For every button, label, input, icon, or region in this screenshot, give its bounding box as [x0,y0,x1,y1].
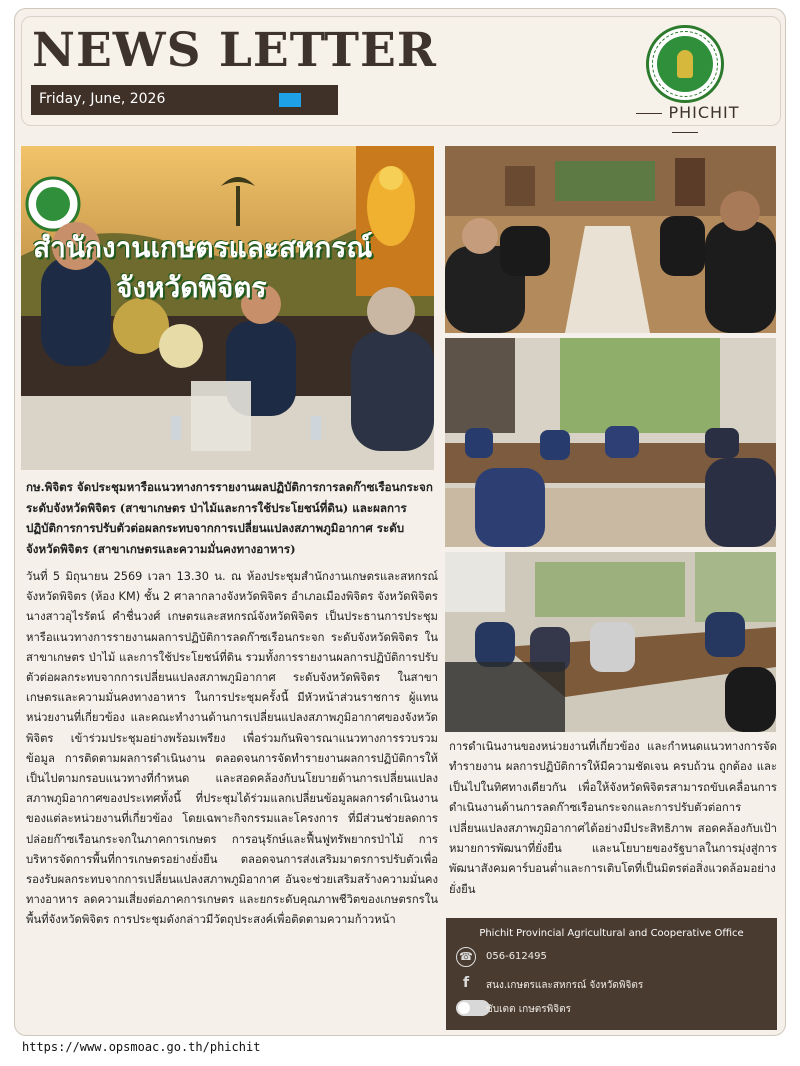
newsletter-header [21,16,781,126]
hero-banner-line1: สำนักงานเกษตรและสหกรณ์ [33,231,373,264]
article-headline: กษ.พิจิตร จัดประชุมหารือแนวทางการรายงานผลปฏิบัติการการลดก๊าซเรือนกระจก ระดับจังหวัดพิจิตร (สาขาเกษตร ป่าไม้และการใช้ประโยชน์ที่ดิน) และผลการปฏิบัติการการปรับตัวต่อผลกระทบจากการเปลี่ยนแปลงสภาพภูมิอากาศ ระดับจังหวัดพิจิตร (สาขาเกษตรและความมั่นคงทางอาหาร) [26,480,433,556]
contact-phone: 056-612495 [486,951,547,962]
location-label: PHICHIT [620,103,750,141]
footer-url[interactable]: https://www.opsmoac.go.th/phichit [22,1040,261,1054]
newsletter-title: NEWS LETTER [32,23,437,78]
issue-date: Friday, June, 2026 [39,91,166,107]
hero-photo [21,146,434,470]
meeting-photo-3 [445,552,776,732]
contact-office-name: Phichit Provincial Agricultural and Cooperative Office [479,928,744,939]
meeting-photo-2-illustration [445,338,776,547]
meeting-photo-1 [445,146,776,333]
meeting-photo-3-illustration [445,552,776,732]
seal-figure-icon [677,50,693,78]
meeting-photo-2 [445,338,776,547]
meeting-photo-1-illustration [445,146,776,333]
accent-square [279,93,301,107]
contact-line[interactable]: ซับเตต เกษตรพิจิตร [486,1004,571,1015]
line-toggle-icon [456,1000,490,1016]
contact-box [446,918,777,1030]
phone-icon: ☎ [456,947,476,967]
article-body-left: วันที่ 5 มิถุนายน 2569 เวลา 13.30 น. ณ ห้องประชุมสำนักงานเกษตรและสหกรณ์จังหวัดพิจิตร (ห้อง KM) ชั้น 2 ศาลากลางจังหวัดพิจิตร อำเภอเมืองพิจิตร จังหวัดพิจิตร นางสาวอุไรรัตน์ คำชื่นวงศ์ เกษตรและสหกรณ์จังหวัดพิจิตร เป็นประธานการประชุมหารือแนวทางการรายงานผลการปฏิบัติการลดก๊าซเรือนกระจก ระดับจังหวัดพิจิตร ในสาขาเกษตร ป่าไม้ และการใช้ประโยชน์ที่ดิน รวมทั้งการรายงานผลการปฏิบัติการปรับตัวต่อผลกระทบจากการเปลี่ยนแปลงสภาพภูมิอากาศ ระดับจังหวัดพิจิตร ในสาขาเกษตรและความมั่นคงทางอาหาร ในการประชุมครั้งนี้ มีหัวหน้าส่วนราชการ ผู้แทนหน่วยงานที่เกี่ยวข้อง และคณะทำงานด้านการเปลี่ยนแปลงสภาพภูมิอากาศของจังหวัดพิจิตร เข้าร่วมประชุมอย่างพร้อมเพรียง เพื่อร่วมกันพิจารณาแนวทางการรวบรวมข้อมูล การติดตามผลการดำเนินงาน ตลอดจนการจัดทำรายงานผลการปฏิบัติการให้เป็นไปตามกรอบแนวทางที่กำหนด และสอดคล้องกับนโยบายด้านการเปลี่ยนแปลงสภาพภูมิอากาศของประเทศทั้งนี้ ที่ประชุมได้ร่วมแลกเปลี่ยนข้อมูลผลการดำเนินงานของแต่ละหน่วยงานที่เกี่ยวข้อง โดยเฉพาะกิจกรรมและโครงการ ที่มีส่วนช่วยลดการปล่อยก๊าซเรือนกระจกในภาคการเกษตร การอนุรักษ์และฟื้นฟูทรัพยากรป่าไม้ การบริหารจัดการพื้นที่การเกษตรอย่างยั่งยืน ตลอดจนการส่งเสริมมาตรการปรับตัวเพื่อรองรับผลกระทบจากการเปลี่ยนแปลงสภาพภูมิอากาศ อันจะช่วยเสริมสร้างความมั่นคงทางอาหาร ลดความเสี่ยงต่อภาคการเกษตร และยกระดับคุณภาพชีวิตของเกษตรกรในพื้นที่จังหวัดพิจิตร การประชุมดังกล่าวมีวัตถุประสงค์เพื่อติดตามความก้าวหน้า [26,570,438,927]
seal-center [657,36,713,92]
date-bar [31,85,338,115]
article-body-right: การดำเนินงานของหน่วยงานที่เกี่ยวข้อง และกำหนดแนวทางการจัดทำรายงาน ผลการปฏิบัติการให้มีความชัดเจน ครบถ้วน ถูกต้อง และเป็นไปในทิศทางเดียวกัน เพื่อให้จังหวัดพิจิตรสามารถขับเคลื่อนการดำเนินงานด้านการลดก๊าซเรือนกระจกและการปรับตัวต่อการเปลี่ยนแปลงสภาพภูมิอากาศได้อย่างมีประสิทธิภาพ สอดคล้องกับเป้าหมายการพัฒนาที่ยั่งยืน และนโยบายของรัฐบาลในการมุ่งสู่การพัฒนาสังคมคาร์บอนต่ำและการเติบโตที่เป็นมิตรต่อสิ่งแวดล้อมอย่างยั่งยืน [449,740,777,896]
office-seal-logo [646,25,724,103]
contact-facebook[interactable]: สนง.เกษตรและสหกรณ์ จังหวัดพิจิตร [486,980,644,991]
facebook-icon: f [462,975,470,991]
hero-banner-line2: จังหวัดพิจิตร [116,271,267,304]
